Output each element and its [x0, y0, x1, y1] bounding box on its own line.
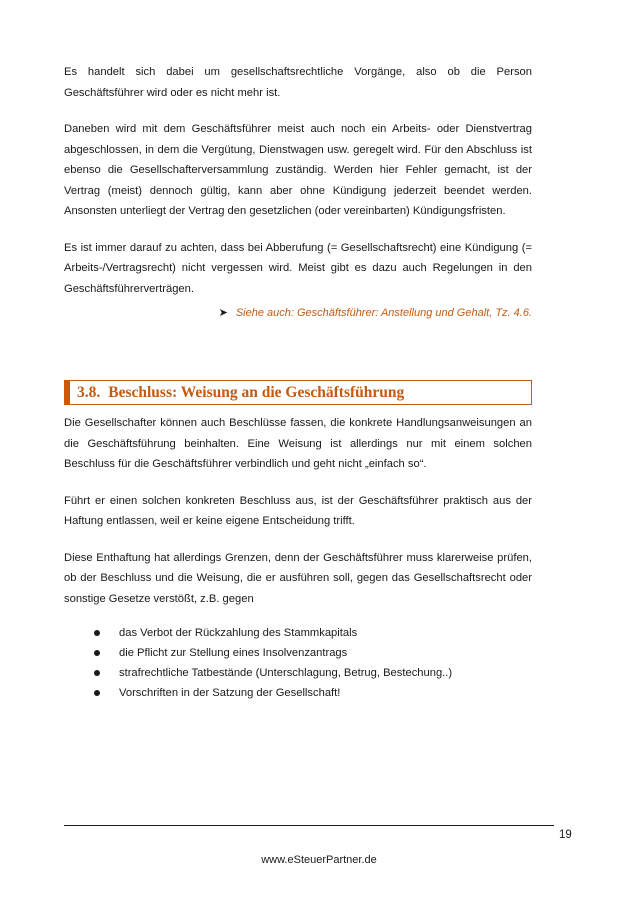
paragraph-5: Führt er einen solchen konkreten Beschluss aus, ist der Geschäftsführer praktisch aus der Haftung entlassen, weil er keine eigene Entscheidung trifft.: [64, 494, 532, 527]
list-item: strafrechtliche Tatbestände (Unterschlagung, Betrug, Bestechung..): [94, 663, 532, 683]
footer-divider: [64, 825, 554, 826]
section-title: Beschluss: Weisung an die Geschäftsführung: [108, 383, 405, 401]
list-item: die Pflicht zur Stellung eines Insolvenzantrags: [94, 643, 532, 663]
see-also-reference: [64, 303, 532, 323]
page-number: 19: [559, 829, 572, 841]
bullet-list: [64, 623, 532, 703]
paragraph-6: Diese Enthaftung hat allerdings Grenzen, denn der Geschäftsführer muss klarerweise prüfen, ob der Beschluss und die Weisung, die er ausführen soll, gegen das Gesellschaftsrecht oder sonstige Gesetze verstößt, z.B. gegen: [64, 551, 532, 605]
paragraph-1: Es handelt sich dabei um gesellschaftsrechtliche Vorgänge, also ob die Person Geschäftsführer wird oder es nicht mehr ist.: [64, 66, 532, 99]
footer-url: www.eSteuerPartner.de: [261, 854, 377, 866]
section-heading: [64, 380, 532, 405]
paragraph-2: Daneben wird mit dem Geschäftsführer meist auch noch ein Arbeits- oder Dienstvertrag abgeschlossen, in dem die Vergütung, Dienstwagen usw. geregelt wird. Für den Abschluss ist ebenso die Gesellschafterversammlung zuständig. Werden hier Fehler gemacht, ist der Vertrag (meist) dennoch gültig, kann aber ohne Kündigung jederzeit beendet werden. Ansonsten unterliegt der Vertrag den gesetzlichen (oder vereinbarten) Kündigungsfristen.: [64, 123, 532, 217]
list-item: Vorschriften in der Satzung der Gesellschaft!: [94, 683, 532, 703]
paragraph-4: Die Gesellschafter können auch Beschlüsse fassen, die konkrete Handlungsanweisungen an die Geschäftsführung beinhalten. Eine Weisung ist allerdings nur mit einem solchen Beschluss für die Geschäftsführer verbindlich und geht nicht „einfach so“.: [64, 417, 532, 470]
section-number: 3.8.: [77, 383, 101, 401]
document-page: [64, 62, 532, 703]
list-item: das Verbot der Rückzahlung des Stammkapitals: [94, 623, 532, 643]
section-heading-text: [77, 384, 404, 402]
paragraph-3: Es ist immer darauf zu achten, dass bei Abberufung (= Gesellschaftsrecht) eine Kündigung (= Arbeits-/Vertragsrecht) nicht vergessen wird. Meist gibt es dazu auch Regelungen in den Geschäftsführerverträgen.: [64, 241, 532, 295]
heading-accent-bar: [65, 380, 70, 405]
arrow-bullet-icon: ➤: [218, 307, 228, 319]
see-also-text: Siehe auch: Geschäftsführer: Anstellung und Gehalt, Tz. 4.6.: [235, 307, 532, 319]
